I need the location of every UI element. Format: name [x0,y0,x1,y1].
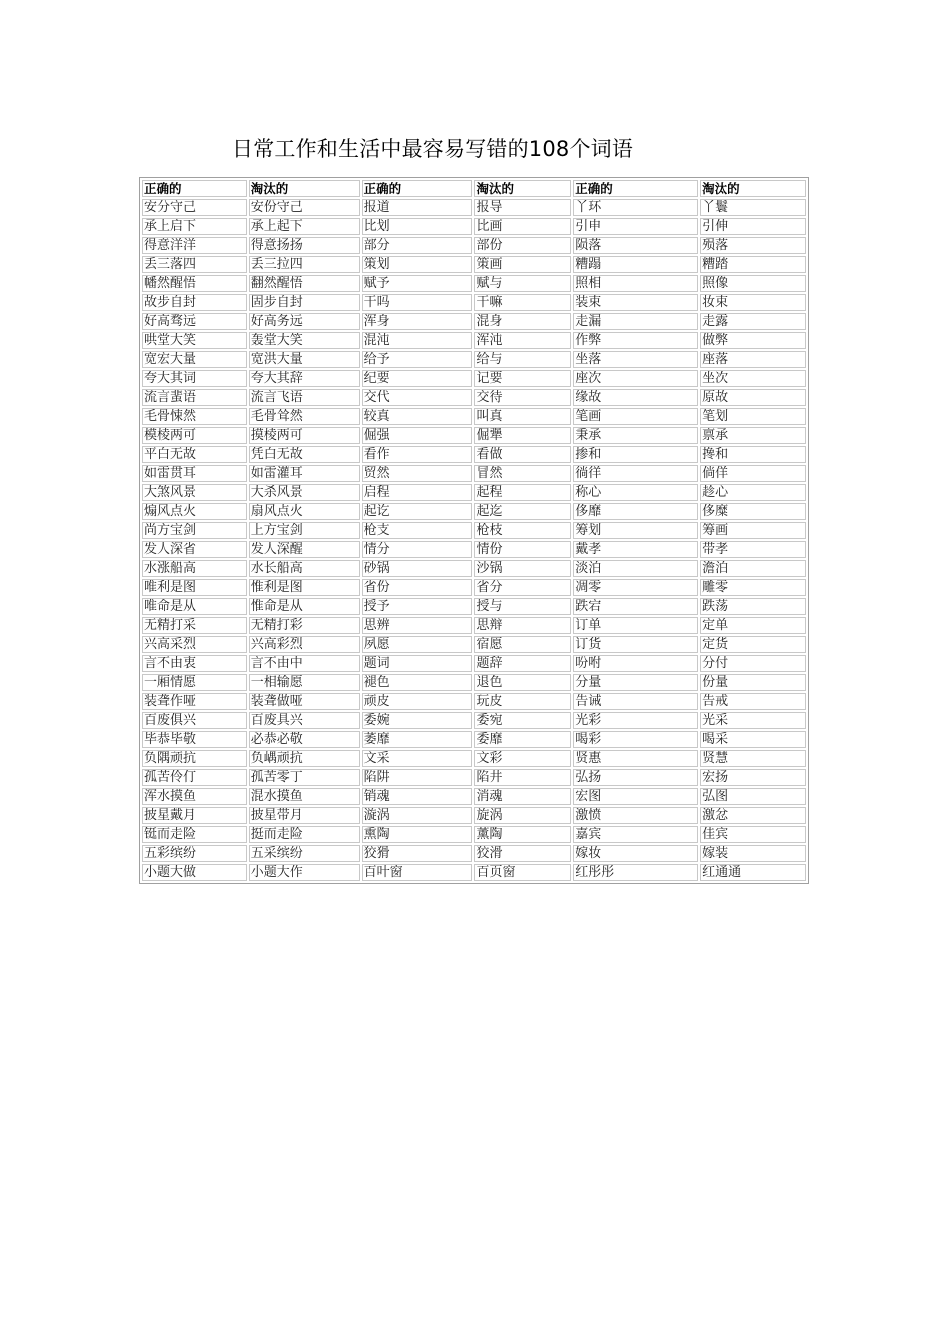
table-row [142,845,806,862]
cell-obsolete: 夸大其辞 [249,370,360,387]
header-obsolete: 淘汰的 [700,180,806,197]
cell-correct: 浑水摸鱼 [142,788,247,805]
header-correct: 正确的 [573,180,698,197]
cell-correct: 交代 [362,389,473,406]
cell-obsolete: 惟利是图 [249,579,360,596]
cell-correct: 坐落 [573,351,698,368]
table-row [142,750,806,767]
cell-correct: 称心 [573,484,698,501]
table-row [142,237,806,254]
cell-obsolete: 薰陶 [474,826,571,843]
cell-correct: 丫环 [573,199,698,216]
cell-correct: 夙愿 [362,636,473,653]
cell-obsolete: 照像 [700,275,806,292]
cell-obsolete: 凭白无故 [249,446,360,463]
cell-correct: 混沌 [362,332,473,349]
cell-correct: 较真 [362,408,473,425]
table-row [142,598,806,615]
cell-correct: 顽皮 [362,693,473,710]
cell-obsolete: 弘图 [700,788,806,805]
cell-obsolete: 披星带月 [249,807,360,824]
table-row [142,864,806,881]
cell-correct: 告诫 [573,693,698,710]
cell-obsolete: 混身 [474,313,571,330]
cell-correct: 丢三落四 [142,256,247,273]
cell-correct: 百叶窗 [362,864,473,881]
cell-correct: 订货 [573,636,698,653]
cell-correct: 看作 [362,446,473,463]
cell-correct: 笔画 [573,408,698,425]
table-row [142,712,806,729]
cell-obsolete: 宿愿 [474,636,571,653]
cell-obsolete: 授与 [474,598,571,615]
cell-correct: 作弊 [573,332,698,349]
cell-obsolete: 旋涡 [474,807,571,824]
word-comparison-table [139,177,809,884]
cell-obsolete: 题辞 [474,655,571,672]
cell-obsolete: 干嘛 [474,294,571,311]
cell-obsolete: 扇风点火 [249,503,360,520]
cell-correct: 熏陶 [362,826,473,843]
cell-obsolete: 好高务远 [249,313,360,330]
cell-obsolete: 玩皮 [474,693,571,710]
cell-obsolete: 妆束 [700,294,806,311]
cell-obsolete: 毛骨耸然 [249,408,360,425]
cell-correct: 喝彩 [573,731,698,748]
table-row [142,370,806,387]
cell-obsolete: 贤慧 [700,750,806,767]
header-obsolete: 淘汰的 [474,180,571,197]
cell-obsolete: 轰堂大笑 [249,332,360,349]
table-row [142,275,806,292]
cell-correct: 承上启下 [142,218,247,235]
cell-obsolete: 冒然 [474,465,571,482]
cell-obsolete: 筹画 [700,522,806,539]
cell-correct: 平白无故 [142,446,247,463]
cell-obsolete: 激忿 [700,807,806,824]
cell-correct: 文采 [362,750,473,767]
table-row [142,503,806,520]
cell-correct: 漩涡 [362,807,473,824]
table-row [142,446,806,463]
cell-obsolete: 负嵎顽抗 [249,750,360,767]
cell-correct: 夸大其词 [142,370,247,387]
cell-obsolete: 分付 [700,655,806,672]
cell-obsolete: 情份 [474,541,571,558]
cell-obsolete: 雕零 [700,579,806,596]
cell-obsolete: 小题大作 [249,864,360,881]
cell-obsolete: 定货 [700,636,806,653]
cell-correct: 发人深省 [142,541,247,558]
cell-obsolete: 摸棱两可 [249,427,360,444]
table-row [142,788,806,805]
cell-correct: 铤而走险 [142,826,247,843]
cell-obsolete: 省分 [474,579,571,596]
cell-obsolete: 孤苦零丁 [249,769,360,786]
cell-correct: 委婉 [362,712,473,729]
cell-obsolete: 水长船高 [249,560,360,577]
cell-correct: 幡然醒悟 [142,275,247,292]
cell-correct: 言不由衷 [142,655,247,672]
cell-obsolete: 禀承 [700,427,806,444]
cell-correct: 五彩缤纷 [142,845,247,862]
table-row [142,769,806,786]
table-row [142,484,806,501]
cell-obsolete: 倘佯 [700,465,806,482]
cell-obsolete: 倔犟 [474,427,571,444]
cell-obsolete: 笔划 [700,408,806,425]
cell-obsolete: 糟踏 [700,256,806,273]
cell-correct: 宏图 [573,788,698,805]
cell-obsolete: 言不由中 [249,655,360,672]
cell-obsolete: 赋与 [474,275,571,292]
cell-obsolete: 承上起下 [249,218,360,235]
cell-correct: 比划 [362,218,473,235]
cell-obsolete: 混水摸鱼 [249,788,360,805]
cell-obsolete: 走露 [700,313,806,330]
cell-correct: 嘉宾 [573,826,698,843]
cell-obsolete: 策画 [474,256,571,273]
cell-obsolete: 跌荡 [700,598,806,615]
cell-correct: 激愤 [573,807,698,824]
table-row [142,617,806,634]
cell-obsolete: 得意扬扬 [249,237,360,254]
cell-correct: 省份 [362,579,473,596]
cell-obsolete: 狡滑 [474,845,571,862]
cell-correct: 砂锅 [362,560,473,577]
cell-obsolete: 起迄 [474,503,571,520]
header-correct: 正确的 [362,180,473,197]
cell-correct: 干吗 [362,294,473,311]
table-row [142,579,806,596]
cell-obsolete: 趁心 [700,484,806,501]
cell-correct: 无精打采 [142,617,247,634]
cell-correct: 策划 [362,256,473,273]
cell-correct: 侈靡 [573,503,698,520]
cell-obsolete: 陷井 [474,769,571,786]
cell-obsolete: 必恭必敬 [249,731,360,748]
cell-correct: 嫁妆 [573,845,698,862]
cell-obsolete: 上方宝剑 [249,522,360,539]
cell-correct: 徜徉 [573,465,698,482]
cell-obsolete: 给与 [474,351,571,368]
cell-obsolete: 嫁装 [700,845,806,862]
cell-correct: 糟蹋 [573,256,698,273]
cell-obsolete: 退色 [474,674,571,691]
cell-correct: 筹划 [573,522,698,539]
cell-correct: 大煞风景 [142,484,247,501]
table-row [142,332,806,349]
cell-obsolete: 比画 [474,218,571,235]
cell-correct: 模棱两可 [142,427,247,444]
table-row [142,427,806,444]
cell-obsolete: 浑沌 [474,332,571,349]
cell-obsolete: 发人深醒 [249,541,360,558]
cell-correct: 启程 [362,484,473,501]
table-row [142,294,806,311]
cell-correct: 褪色 [362,674,473,691]
cell-correct: 缘故 [573,389,698,406]
cell-obsolete: 五采缤纷 [249,845,360,862]
cell-correct: 装束 [573,294,698,311]
table-row [142,408,806,425]
cell-correct: 情分 [362,541,473,558]
cell-correct: 照相 [573,275,698,292]
cell-correct: 狡猾 [362,845,473,862]
table-row [142,199,806,216]
cell-correct: 座次 [573,370,698,387]
cell-obsolete: 装聋做哑 [249,693,360,710]
cell-obsolete: 澹泊 [700,560,806,577]
table-row [142,731,806,748]
cell-obsolete: 侈糜 [700,503,806,520]
table-row [142,655,806,672]
cell-obsolete: 报导 [474,199,571,216]
cell-obsolete: 引伸 [700,218,806,235]
cell-correct: 跌宕 [573,598,698,615]
cell-correct: 题词 [362,655,473,672]
cell-obsolete: 告戒 [700,693,806,710]
cell-correct: 戴孝 [573,541,698,558]
cell-obsolete: 消魂 [474,788,571,805]
cell-correct: 孤苦伶仃 [142,769,247,786]
cell-obsolete: 固步自封 [249,294,360,311]
table-header-row [142,180,806,197]
table-row [142,218,806,235]
cell-correct: 倔强 [362,427,473,444]
cell-correct: 如雷贯耳 [142,465,247,482]
table-row [142,313,806,330]
header-obsolete: 淘汰的 [249,180,360,197]
table-row [142,541,806,558]
cell-obsolete: 挺而走险 [249,826,360,843]
cell-correct: 授予 [362,598,473,615]
cell-correct: 陷阱 [362,769,473,786]
cell-correct: 故步自封 [142,294,247,311]
cell-correct: 唯利是图 [142,579,247,596]
page-title: 日常工作和生活中最容易写错的108个词语 [232,137,634,161]
cell-correct: 凋零 [573,579,698,596]
cell-obsolete: 沙锅 [474,560,571,577]
cell-obsolete: 流言飞语 [249,389,360,406]
cell-obsolete: 枪枝 [474,522,571,539]
cell-correct: 流言蜚语 [142,389,247,406]
cell-correct: 毕恭毕敬 [142,731,247,748]
cell-obsolete: 部份 [474,237,571,254]
cell-obsolete: 丢三拉四 [249,256,360,273]
cell-correct: 淡泊 [573,560,698,577]
cell-correct: 引申 [573,218,698,235]
cell-obsolete: 百页窗 [474,864,571,881]
cell-obsolete: 大杀风景 [249,484,360,501]
cell-correct: 弘扬 [573,769,698,786]
cell-correct: 好高骛远 [142,313,247,330]
cell-obsolete: 座落 [700,351,806,368]
cell-obsolete: 光采 [700,712,806,729]
table-row [142,636,806,653]
cell-obsolete: 殒落 [700,237,806,254]
cell-correct: 水涨船高 [142,560,247,577]
cell-obsolete: 带孝 [700,541,806,558]
cell-obsolete: 百废具兴 [249,712,360,729]
cell-correct: 起讫 [362,503,473,520]
cell-correct: 枪支 [362,522,473,539]
cell-obsolete: 做弊 [700,332,806,349]
cell-correct: 贸然 [362,465,473,482]
cell-obsolete: 宏扬 [700,769,806,786]
cell-correct: 吩咐 [573,655,698,672]
cell-obsolete: 无精打彩 [249,617,360,634]
table-body [142,199,806,881]
cell-correct: 走漏 [573,313,698,330]
table-row [142,351,806,368]
cell-correct: 思辨 [362,617,473,634]
cell-obsolete: 一相输愿 [249,674,360,691]
cell-correct: 秉承 [573,427,698,444]
cell-correct: 百废俱兴 [142,712,247,729]
cell-correct: 宽宏大量 [142,351,247,368]
cell-obsolete: 原故 [700,389,806,406]
cell-correct: 订单 [573,617,698,634]
cell-correct: 部分 [362,237,473,254]
cell-obsolete: 安份守己 [249,199,360,216]
table-row [142,560,806,577]
cell-correct: 装聋作哑 [142,693,247,710]
cell-correct: 浑身 [362,313,473,330]
cell-obsolete: 委靡 [474,731,571,748]
cell-correct: 陨落 [573,237,698,254]
cell-obsolete: 佳宾 [700,826,806,843]
cell-obsolete: 坐次 [700,370,806,387]
cell-correct: 唯命是从 [142,598,247,615]
cell-obsolete: 记要 [474,370,571,387]
cell-correct: 兴高采烈 [142,636,247,653]
table-row [142,465,806,482]
cell-correct: 得意洋洋 [142,237,247,254]
cell-correct: 分量 [573,674,698,691]
cell-obsolete: 思辩 [474,617,571,634]
table-row [142,693,806,710]
cell-obsolete: 份量 [700,674,806,691]
cell-obsolete: 搀和 [700,446,806,463]
cell-correct: 销魂 [362,788,473,805]
table-row [142,256,806,273]
cell-correct: 贤惠 [573,750,698,767]
cell-correct: 尚方宝剑 [142,522,247,539]
cell-obsolete: 喝采 [700,731,806,748]
cell-correct: 安分守己 [142,199,247,216]
cell-obsolete: 翻然醒悟 [249,275,360,292]
cell-correct: 小题大做 [142,864,247,881]
cell-correct: 一厢情愿 [142,674,247,691]
cell-correct: 红彤彤 [573,864,698,881]
cell-correct: 纪要 [362,370,473,387]
cell-obsolete: 如雷灌耳 [249,465,360,482]
header-correct: 正确的 [142,180,247,197]
cell-obsolete: 红通通 [700,864,806,881]
cell-obsolete: 惟命是从 [249,598,360,615]
cell-obsolete: 兴高彩烈 [249,636,360,653]
table-row [142,389,806,406]
cell-obsolete: 文彩 [474,750,571,767]
table-row [142,522,806,539]
cell-obsolete: 丫鬟 [700,199,806,216]
cell-obsolete: 交待 [474,389,571,406]
cell-correct: 光彩 [573,712,698,729]
cell-obsolete: 定单 [700,617,806,634]
cell-correct: 披星戴月 [142,807,247,824]
cell-obsolete: 看做 [474,446,571,463]
cell-obsolete: 宽洪大量 [249,351,360,368]
cell-obsolete: 起程 [474,484,571,501]
cell-correct: 赋予 [362,275,473,292]
table-row [142,807,806,824]
cell-obsolete: 委宛 [474,712,571,729]
cell-correct: 毛骨悚然 [142,408,247,425]
cell-correct: 负隅顽抗 [142,750,247,767]
table-row [142,674,806,691]
cell-correct: 给予 [362,351,473,368]
cell-correct: 报道 [362,199,473,216]
cell-correct: 哄堂大笑 [142,332,247,349]
cell-correct: 掺和 [573,446,698,463]
table-row [142,826,806,843]
cell-correct: 萎靡 [362,731,473,748]
cell-obsolete: 叫真 [474,408,571,425]
cell-correct: 煽风点火 [142,503,247,520]
